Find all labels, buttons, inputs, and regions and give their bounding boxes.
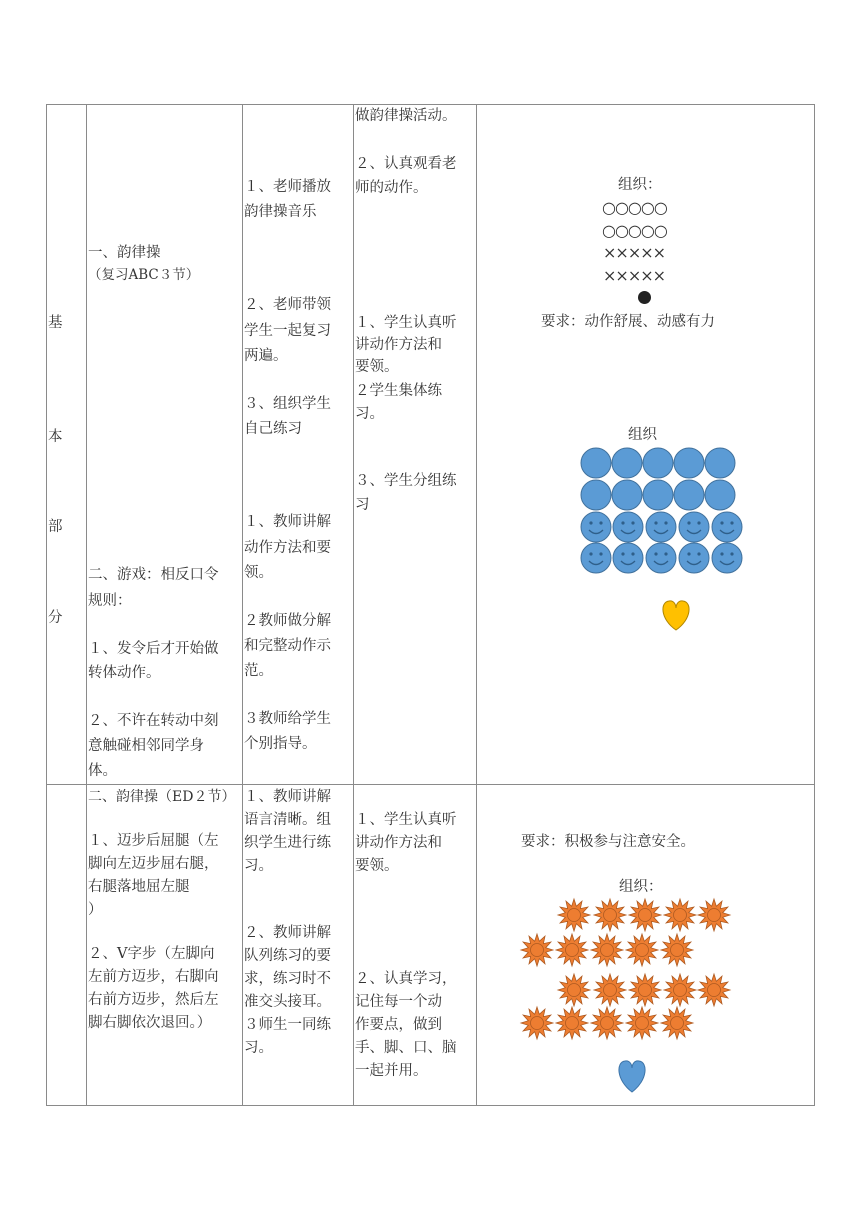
- row1-teacher-1-line1: １、老师播放: [244, 179, 331, 195]
- row1-teacher-5-line2: 和完整动作示: [244, 638, 331, 654]
- row2-teacher-1-line3: 织学生进行练: [244, 835, 331, 851]
- sun-icon: [591, 1007, 623, 1039]
- row1-teacher-6-line2: 个别指导。: [244, 736, 317, 752]
- row2-item1-line1: １、迈步后屈腿（左: [88, 833, 219, 849]
- row2-item2-line3: 右前方迈步，然后左: [88, 992, 219, 1008]
- sun-icon: [594, 974, 626, 1006]
- row2-title: 二、韵律操（ED２节）: [88, 789, 236, 805]
- row1-org-label-2: 组织: [628, 427, 657, 443]
- row1-teacher-4-line2: 动作方法和要: [244, 540, 331, 556]
- row1-teacher-6-line1: ３教师给学生: [244, 711, 331, 727]
- row1-org-circles-row2: ○○○○○: [602, 221, 667, 240]
- sun-icon: [698, 974, 730, 1006]
- blue-heart-icon: [619, 1061, 645, 1092]
- row1-teacher-2-line2: 学生一起复习: [244, 323, 331, 339]
- row1-rule1-line1: １、发令后才开始做: [88, 641, 219, 657]
- sun-icon: [594, 899, 626, 931]
- row1-student-4-line2: 习: [355, 497, 370, 513]
- sun-icon: [629, 899, 661, 931]
- sun-icon: [556, 934, 588, 966]
- sun-icon: [698, 899, 730, 931]
- row1-teacher-2-line3: 两遍。: [244, 348, 288, 364]
- row1-student-2-line2: 讲动作方法和: [355, 337, 442, 353]
- row1-item1-sub: （复习ABC３节）: [88, 267, 200, 283]
- row1-student-3-line1: ２学生集体练: [355, 383, 442, 399]
- sun-icon: [558, 974, 590, 1006]
- row2-student-2-line2: 记住每一个动: [355, 994, 442, 1010]
- row1-org-label-1: 组织：: [618, 177, 662, 193]
- sun-icon: [664, 974, 696, 1006]
- row2-student-1-line3: 要领。: [355, 858, 399, 874]
- row2-item1-line3: 右腿落地屈左腿: [88, 879, 190, 895]
- section-label-char-3: 部: [48, 519, 63, 535]
- row2-teacher-1-line1: １、教师讲解: [244, 789, 331, 805]
- sun-icon: [661, 1007, 693, 1039]
- row2-teacher-2-line3: 求，练习时不: [244, 971, 331, 987]
- row2-item2-line4: 脚右脚依次退回。）: [88, 1015, 212, 1031]
- section-label-char-1: 基: [48, 315, 63, 331]
- row1-teacher-5-line1: ２教师做分解: [244, 613, 331, 629]
- row1-student-3-line2: 习。: [355, 406, 384, 422]
- sun-icon: [521, 1007, 553, 1039]
- row1-rule2-line2: 意触碰相邻同学身: [88, 738, 204, 754]
- row1-rule1-line2: 转体动作。: [88, 665, 161, 681]
- sun-icon: [626, 934, 658, 966]
- row1-student-4-line1: ３、学生分组练: [355, 473, 457, 489]
- row2-teacher-1-line4: 习。: [244, 858, 273, 874]
- row2-org-label: 组织：: [619, 879, 663, 895]
- row2-item2-line1: ２、V字步（左脚向: [88, 946, 215, 962]
- row2-student-2-line5: 一起并用。: [355, 1063, 428, 1079]
- sun-icon: [556, 1007, 588, 1039]
- section-label-char-2: 本: [48, 429, 63, 445]
- row2-student-1-line2: 讲动作方法和: [355, 835, 442, 851]
- row1-student-2-line1: １、学生认真听: [355, 315, 457, 331]
- row1-org-cross-row1: ×××××: [603, 243, 666, 262]
- sun-icon: [664, 899, 696, 931]
- row2-student-2-line4: 手、脚、口、脑: [355, 1040, 457, 1056]
- row1-teacher-4-line3: 领。: [244, 565, 273, 581]
- row1-rule2-line1: ２、不许在转动中刻: [88, 713, 219, 729]
- row1-item2-rules: 规则：: [88, 593, 132, 609]
- sun-icon: [661, 934, 693, 966]
- row1-item1-title: 一、韵律操: [88, 245, 161, 261]
- row2-teacher-2-line6: 习。: [244, 1040, 273, 1056]
- row2-teacher-2-line2: 队列练习的要: [244, 948, 331, 964]
- row2-teacher-2-line5: ３师生一同练: [244, 1017, 331, 1033]
- row1-item2-title: 二、游戏：相反口令: [88, 567, 219, 583]
- row1-teacher-3-line2: 自己练习: [244, 421, 302, 437]
- row2-item1-line2: 脚向左迈步屈右腿，: [88, 856, 219, 872]
- row2-student-1-line1: １、学生认真听: [355, 812, 457, 828]
- row1-org-requirement: 要求：动作舒展、动感有力: [541, 314, 715, 330]
- row2-item2-line2: 左前方迈步，右脚向: [88, 969, 219, 985]
- row1-teacher-5-line3: 范。: [244, 663, 273, 679]
- row1-student-2-line3: 要领。: [355, 359, 399, 375]
- sun-icon: [629, 974, 661, 1006]
- row2-teacher-2-line4: 准交头接耳。: [244, 994, 331, 1010]
- row1-student-1-line1: ２、认真观看老: [355, 156, 457, 172]
- sun-icon: [626, 1007, 658, 1039]
- row1-teacher-3-line1: ３、组织学生: [244, 396, 331, 412]
- row1-student-1-line2: 师的动作。: [355, 180, 428, 196]
- sun-icon: [521, 934, 553, 966]
- sun-icon: [591, 934, 623, 966]
- row1-rule2-line3: 体。: [88, 763, 117, 779]
- row1-teacher-2-line1: ２、老师带领: [244, 297, 331, 313]
- section-label-char-4: 分: [48, 610, 63, 626]
- row2-org-requirement: 要求：积极参与注意安全。: [521, 834, 695, 850]
- row1-org-circles-row1: ○○○○○: [602, 198, 667, 217]
- row1-teacher-1-line2: 韵律操音乐: [244, 204, 317, 220]
- row2-teacher-2-line1: ２、教师讲解: [244, 925, 331, 941]
- row1-org-cross-row2: ×××××: [603, 266, 666, 285]
- row2-student-2-line3: 作要点，做到: [355, 1017, 442, 1033]
- row2-student-2-line1: ２、认真学习，: [355, 971, 457, 987]
- row2-teacher-1-line2: 语言清晰。组: [244, 812, 331, 828]
- sun-icon: [558, 899, 590, 931]
- row2-item1-line4: ）: [88, 902, 103, 918]
- row1-teacher-4-line1: １、教师讲解: [244, 514, 331, 530]
- row1-student-0: 做韵律操活动。: [355, 108, 457, 124]
